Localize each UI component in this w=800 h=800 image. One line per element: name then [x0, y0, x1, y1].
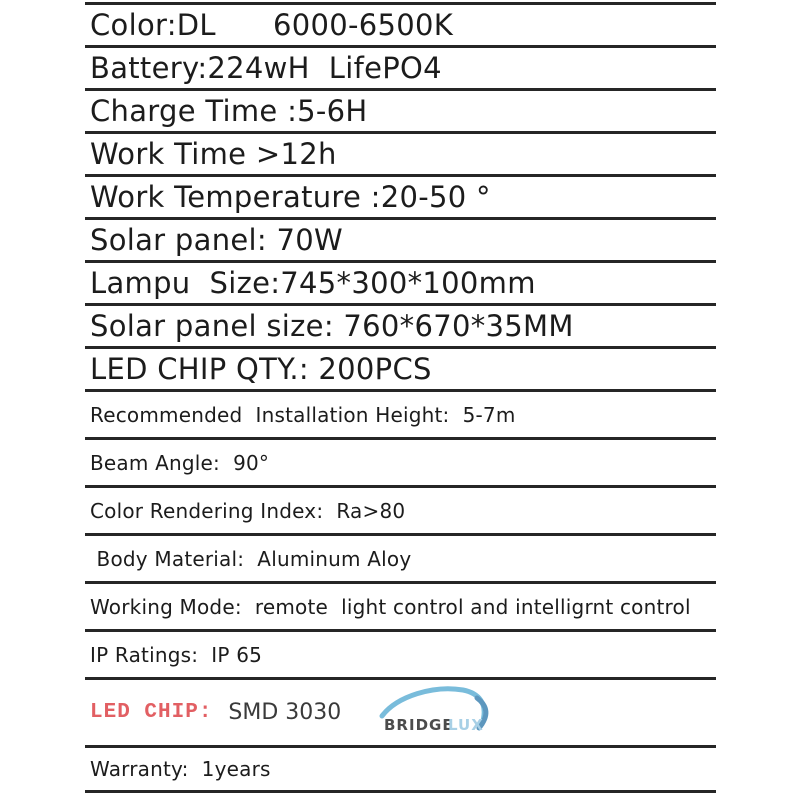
spec-row-body-material-text: Body Material: Aluminum Aloy	[90, 546, 412, 571]
spec-row-body-material	[85, 536, 716, 584]
spec-row-solar-panel-text: Solar panel: 70W	[90, 222, 343, 257]
spec-row-led-chip	[85, 680, 716, 748]
spec-row-ip-ratings-text: IP Ratings: IP 65	[90, 642, 263, 667]
logo-text-lux: LUX	[448, 716, 485, 734]
spec-row-color-rendering-index	[85, 488, 716, 536]
spec-row-battery	[85, 48, 716, 91]
spec-row-color-text: Color:DL 6000-6500K	[90, 7, 454, 42]
spec-row-solar-panel	[85, 220, 716, 263]
spec-row-warranty	[85, 748, 716, 793]
led-chip-label: LED CHIP:	[90, 701, 213, 724]
spec-row-color-rendering-index-text: Color Rendering Index: Ra>80	[90, 498, 406, 523]
spec-row-ip-ratings	[85, 632, 716, 680]
led-chip-value: SMD 3030	[228, 700, 342, 725]
spec-row-led-chip-qty	[85, 349, 716, 392]
spec-row-battery-text: Battery:224wH LifePO4	[90, 50, 442, 85]
spec-row-installation-height	[85, 392, 716, 440]
spec-row-warranty-text: Warranty: 1years	[90, 757, 271, 781]
spec-table	[85, 2, 716, 793]
logo-text-bridge: BRIDGE	[384, 716, 454, 734]
spec-row-charge-time	[85, 91, 716, 134]
spec-row-work-time-text: Work Time >12h	[90, 136, 337, 171]
spec-row-led-chip-qty-text: LED CHIP QTY.: 200PCS	[90, 351, 432, 386]
spec-row-beam-angle	[85, 440, 716, 488]
spec-row-work-time	[85, 134, 716, 177]
spec-row-solar-panel-size-text: Solar panel size: 760*670*35MM	[90, 308, 574, 343]
spec-row-color	[85, 5, 716, 48]
spec-row-working-mode-text: Working Mode: remote light control and intelligrnt control	[90, 594, 691, 619]
spec-row-charge-time-text: Charge Time :5-6H	[90, 93, 368, 128]
spec-row-beam-angle-text: Beam Angle: 90°	[90, 450, 270, 475]
spec-row-work-temperature-text: Work Temperature :20-50 °	[90, 179, 491, 214]
bridgelux-logo	[379, 684, 499, 739]
spec-row-installation-height-text: Recommended Installation Height: 5-7m	[90, 402, 516, 427]
spec-row-lamp-size-text: Lampu Size:745*300*100mm	[90, 265, 536, 300]
spec-row-work-temperature	[85, 177, 716, 220]
spec-row-lamp-size	[85, 263, 716, 306]
spec-row-working-mode	[85, 584, 716, 632]
spec-row-solar-panel-size	[85, 306, 716, 349]
